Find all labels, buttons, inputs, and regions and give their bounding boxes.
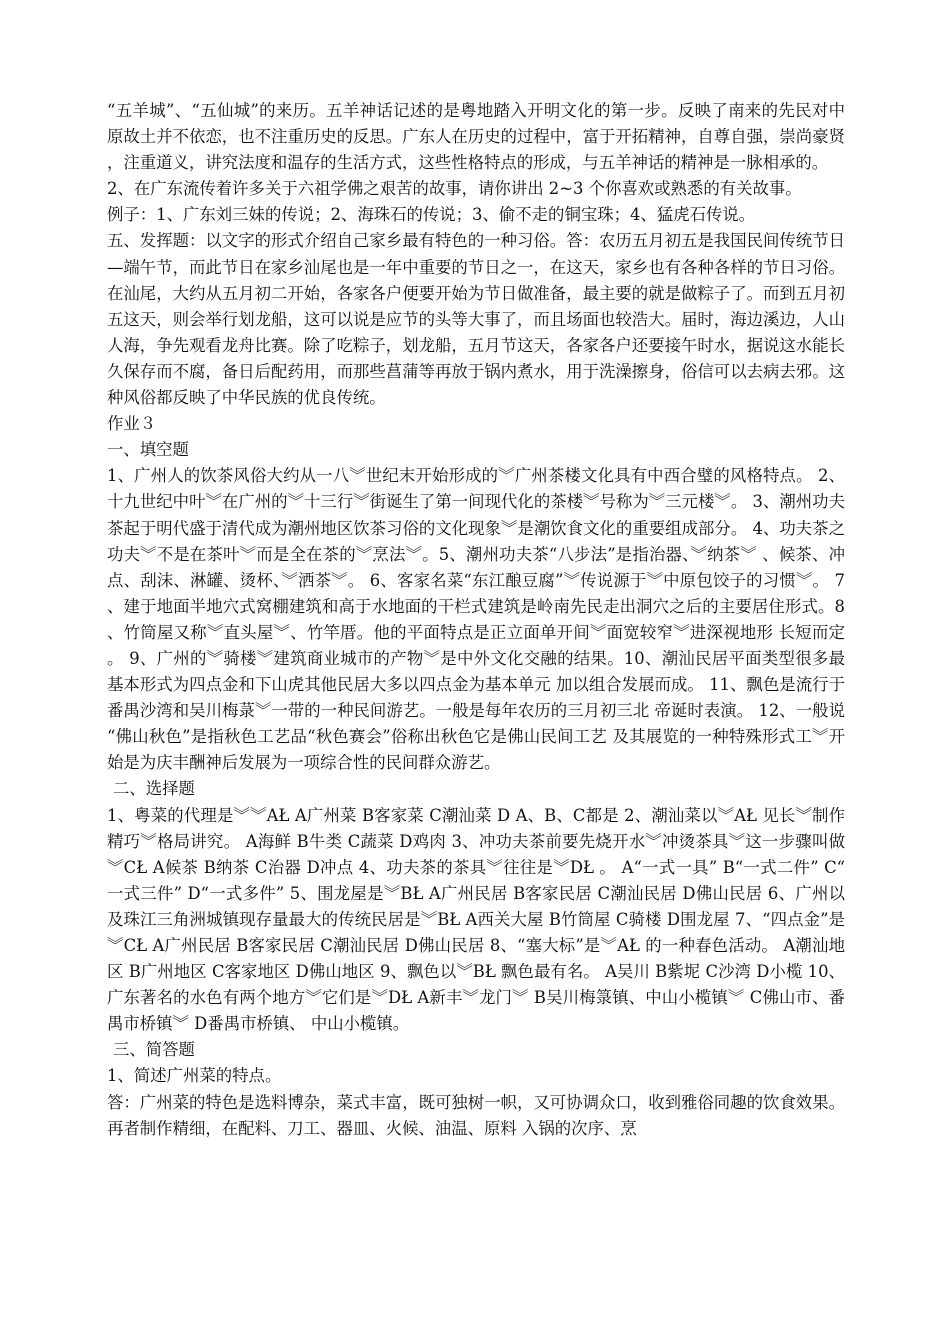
homework-heading: 作业３	[107, 414, 157, 434]
section-fill-in-heading: 一、填空题	[107, 440, 189, 460]
fill-in-questions: 1、广州人的饮茶风俗大约从一八︾世纪末开始形成的︾广州茶楼文化具有中西合璧的风格特点。 2、十九世纪中叶︾在广州的︾十三行︾街诞生了第一间现代化的茶楼︾号称为︾三元楼︾。 3、潮州功夫茶起于明代盛于清代成为潮州地区饮茶习俗的文化现象︾是潮饮食文化的重要组成部分。 4、功夫茶之功夫︾不是在茶叶︾而是全在茶的︾烹法︾。5、潮州功夫茶“八步法”是指治器、︾纳茶︾ 、候茶、冲点、刮沫、淋罐、烫杯、︾洒茶︾。 6、客家名菜“东江酿豆腐”︾传说源于︾中原包饺子的习惯︾。 7、建于地面半地穴式窝棚建筑和高于水地面的干栏式建筑是岭南先民走出洞穴之后的主要居住形式。8、竹筒屋又称︾直头屋︾、竹竿厝。他的平面特点是正立面单开间︾面宽较窄︾进深视地形 长短而定。 9、广州的︾骑楼︾建筑商业城市的产物︾是中外文化交融的结果。10、潮汕民居平面类型很多最基本形式为四点金和下山虎其他民居大多以四点金为基本单元 加以组合发展而成。 11、飘色是流行于番禺沙湾和吴川梅菉︾一带的一种民间游艺。一般是每年农历的三月初三北 帝诞时表演。 12、一般说“佛山秋色”是指秋色工艺品“秋色赛会”俗称出秋色它是佛山民间工艺 及其展览的一种特殊形式工︾开始是为庆丰酬神后发展为一项综合性的民间群众游艺。	[107, 466, 845, 773]
multiple-choice-questions: 1、粤菜的代理是︾︾AŁ A广州菜 B客家菜 C潮汕菜 D A、B、C都是 2、潮汕菜以︾AŁ 见长︾制作精巧︾格局讲究。 A海鲜 B牛类 C蔬菜 D鸡肉 3、冲功夫茶前要先烧开水︾冲烫茶具︾这一步骤叫做︾CŁ A候茶 B纳茶 C治器 D冲点 4、功夫茶的茶具︾往往是︾DŁ 。 A“一式一具” B“一式二件” C“一式三件” D“一式多件” 5、围龙屋是︾BŁ A广州民居 B客家民居 C潮汕民居 D佛山民居 6、广州以及珠江三角洲城镇现存量最大的传统民居是︾BŁ A西关大屋 B竹筒屋 C骑楼 D围龙屋 7、“四点金”是︾CŁ A广州民居 B客家民居 C潮汕民居 D佛山民居 8、“塞大标”是︾AŁ 的一种春色活动。 A潮汕地区 B广州地区 C客家地区 D佛山地区 9、飘色以︾BŁ 飘色最有名。 A吴川 B紫坭 C沙湾 D小榄 10、广东著名的水色有两个地方︾它们是︾DŁ A新丰︾龙门︾ B吴川梅箓镇、中山小榄镇︾ C佛山市、番禺市桥镇︾ D番禺市桥镇、 中山小榄镇。	[107, 805, 845, 1034]
answer-examples: 例子：1、广东刘三妹的传说；2、海珠石的传说；3、偷不走的铜宝珠；4、猛虎石传说。	[107, 205, 756, 225]
short-answer-question-1: 1、简述广州菜的特点。	[107, 1066, 282, 1086]
paragraph-five-rams-legend: “五羊城”、“五仙城”的来历。五羊神话记述的是粤地踏入开明文化的第一步。反映了南来的先民对中原故土并不依恋，也不注重历史的反思。广东人在历史的过程中，富于开拓精神，自尊自强，崇尚豪贤，注重道义，讲究法度和温存的生活方式，这些性格特点的形成，与五羊神话的精神是一脉相承的。	[107, 101, 845, 173]
short-answer-answer-1: 答：广州菜的特色是选料博杂，菜式丰富，既可独树一帜，又可协调众口，收到雅俗同趣的饮食效果。再者制作精细，在配料、刀工、器皿、火候、油温、原料 入锅的次序、烹	[107, 1092, 845, 1138]
document-page	[107, 98, 845, 1142]
question-sixth-patriarch: 2、在广东流传着许多关于六祖学佛之艰苦的故事，请你讲出 2~3 个你喜欢或熟悉的有关故事。	[107, 179, 802, 199]
section-multiple-choice-heading: 二、选择题	[113, 779, 195, 799]
essay-hometown-custom: 五、发挥题：以文字的形式介绍自己家乡最有特色的一种习俗。答：农历五月初五是我国民间传统节日—端午节，而此节日在家乡汕尾也是一年中重要的节日之一，在这天，家乡也有各种各样的节日习俗。在汕尾，大约从五月初二开始，各家各户便要开始为节日做准备，最主要的就是做粽子了。而到五月初五这天，则会举行划龙船，这可以说是应节的头等大事了，而且场面也较浩大。届时，海边溪边，人山人海，争先观看龙舟比赛。除了吃粽子，划龙船，五月节这天，各家各户还要接午时水，据说这水能长久保存而不腐，备日后配药用，而那些菖蒲等再放于锅内煮水，用于洗澡擦身，俗信可以去病去邪。这种风俗都反映了中华民族的优良传统。	[107, 231, 845, 408]
section-short-answer-heading: 三、简答题	[113, 1040, 195, 1060]
